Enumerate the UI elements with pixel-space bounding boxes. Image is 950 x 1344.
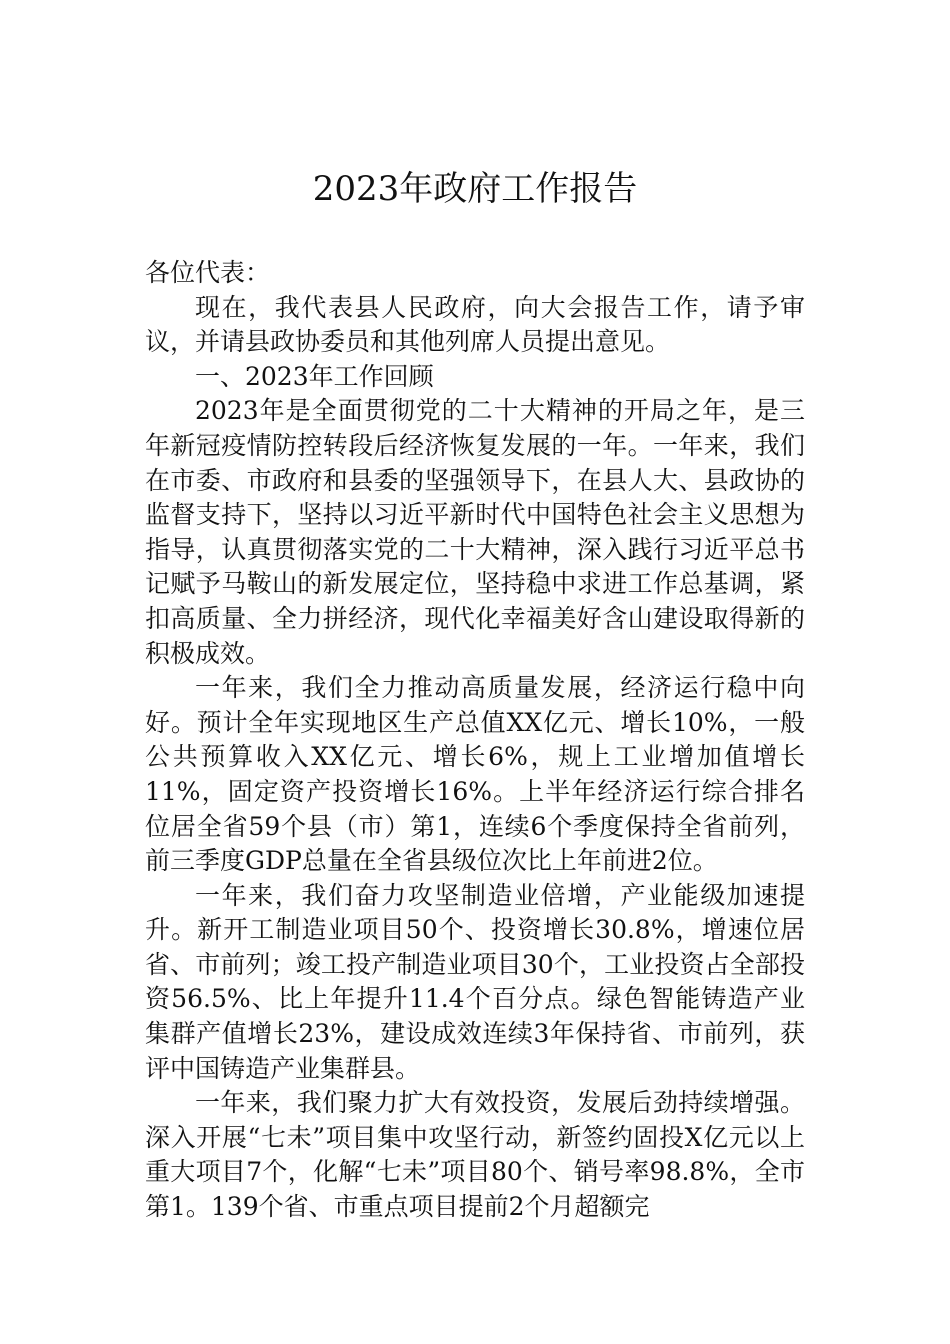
paragraph-investment: 一年来，我们聚力扩大有效投资，发展后劲持续增强。深入开展“七未”项目集中攻坚行动，新签约固投X亿元以上重大项目7个，化解“七未”项目80个、销号率98.8%，全市第1。139个省、市重点项目提前2个月超额完 — [145, 1088, 805, 1222]
paragraph-overview: 2023年是全面贯彻党的二十大精神的开局之年，是三年新冠疫情防控转段后经济恢复发展的一年。一年来，我们在市委、市政府和县委的坚强领导下，在县人大、县政协的监督支持下，坚持以习近平新时代中国特色社会主义思想为指导，认真贯彻落实党的二十大精神，深入践行习近平总书记赋予马鞍山的新发展定位，坚持稳中求进工作总基调，紧扣高质量、全力拼经济，现代化幸福美好含山建设取得新的积极成效。 — [145, 396, 805, 668]
document-title: 2023年政府工作报告 — [312, 169, 638, 209]
paragraph-intro: 现在，我代表县人民政府，向大会报告工作，请予审议，并请县政协委员和其他列席人员提出意见。 — [145, 292, 805, 357]
document-body — [145, 256, 805, 1225]
section-heading: 一、2023年工作回顾 — [195, 361, 434, 391]
paragraph-manufacturing: 一年来，我们奋力攻坚制造业倍增，产业能级加速提升。新开工制造业项目50个、投资增长30.8%，增速位居省、市前列；竣工投产制造业项目30个，工业投资占全部投资56.5%、比上年提升11.4个百分点。绿色智能铸造产业集群产值增长23%，建设成效连续3年保持省、市前列，获评中国铸造产业集群县。 — [145, 880, 805, 1083]
salutation: 各位代表： — [145, 258, 271, 287]
paragraph-economy: 一年来，我们全力推动高质量发展，经济运行稳中向好。预计全年实现地区生产总值XX亿元、增长10%，一般公共预算收入XX亿元、增长6%，规上工业增加值增长11%，固定资产投资增长16%。上半年经济运行综合排名位居全省59个县（市）第1，连续6个季度保持全省前列，前三季度GDP总量在全省县级位次比上年前进2位。 — [145, 673, 805, 876]
